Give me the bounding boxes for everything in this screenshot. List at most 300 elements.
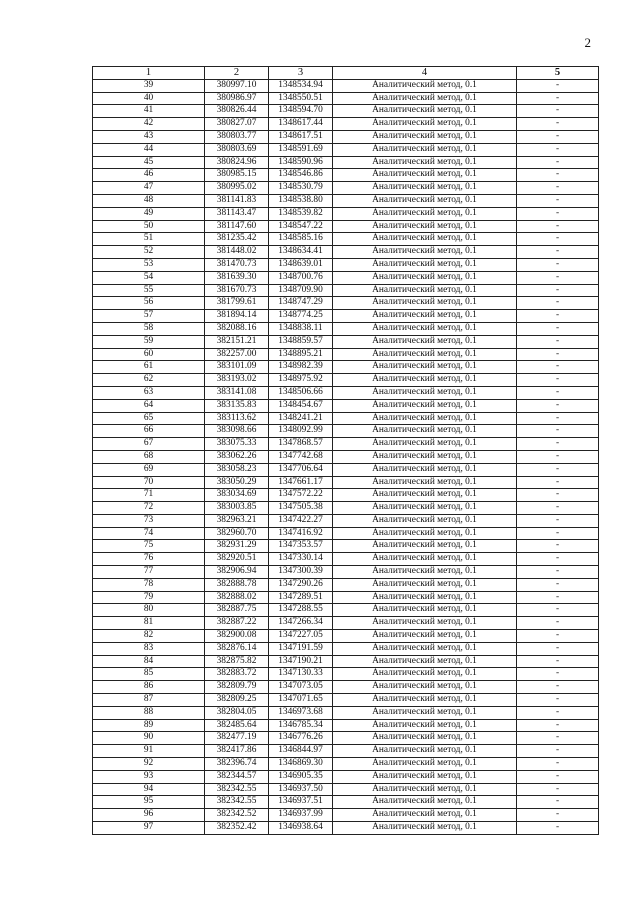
point-number-cell: 73: [93, 514, 205, 527]
x-coordinate-cell: 381470.73: [205, 258, 269, 271]
table-row: [93, 527, 599, 540]
note-cell: -: [517, 706, 599, 719]
table-row: [93, 745, 599, 758]
table-row: [93, 758, 599, 771]
table-row: [93, 655, 599, 668]
table-row: [93, 258, 599, 271]
x-coordinate-cell: 381894.14: [205, 310, 269, 323]
table-row: [93, 540, 599, 553]
page-number: 2: [584, 35, 591, 50]
note-cell: -: [517, 399, 599, 412]
y-coordinate-cell: 1348539.82: [269, 207, 333, 220]
note-cell: -: [517, 719, 599, 732]
point-number-cell: 63: [93, 386, 205, 399]
note-cell: -: [517, 822, 599, 835]
note-cell: -: [517, 335, 599, 348]
x-coordinate-cell: 381639.30: [205, 271, 269, 284]
y-coordinate-cell: 1346973.68: [269, 706, 333, 719]
point-number-cell: 85: [93, 668, 205, 681]
x-coordinate-cell: 380824.96: [205, 156, 269, 169]
method-cell: Аналитический метод, 0.1: [333, 642, 517, 655]
method-cell: Аналитический метод, 0.1: [333, 412, 517, 425]
x-coordinate-cell: 381799.61: [205, 297, 269, 310]
x-coordinate-cell: 382342.55: [205, 783, 269, 796]
x-coordinate-cell: 382342.55: [205, 796, 269, 809]
method-cell: Аналитический метод, 0.1: [333, 92, 517, 105]
y-coordinate-cell: 1348454.67: [269, 399, 333, 412]
note-cell: -: [517, 732, 599, 745]
y-coordinate-cell: 1347300.39: [269, 566, 333, 579]
point-number-cell: 81: [93, 617, 205, 630]
point-number-cell: 76: [93, 553, 205, 566]
table-row: [93, 233, 599, 246]
y-coordinate-cell: 1347288.55: [269, 604, 333, 617]
point-number-cell: 74: [93, 527, 205, 540]
point-number-cell: 58: [93, 322, 205, 335]
point-number-cell: 90: [93, 732, 205, 745]
point-number-cell: 91: [93, 745, 205, 758]
x-coordinate-cell: 382900.08: [205, 630, 269, 643]
method-cell: Аналитический метод, 0.1: [333, 796, 517, 809]
point-number-cell: 69: [93, 463, 205, 476]
x-coordinate-cell: 383062.26: [205, 450, 269, 463]
y-coordinate-cell: 1346844.97: [269, 745, 333, 758]
table-row: [93, 130, 599, 143]
y-coordinate-cell: 1348895.21: [269, 348, 333, 361]
point-number-cell: 66: [93, 425, 205, 438]
y-coordinate-cell: 1346938.64: [269, 822, 333, 835]
method-cell: Аналитический метод, 0.1: [333, 719, 517, 732]
table-row: [93, 118, 599, 131]
note-cell: -: [517, 809, 599, 822]
table-row: [93, 591, 599, 604]
x-coordinate-cell: 382485.64: [205, 719, 269, 732]
y-coordinate-cell: 1346776.26: [269, 732, 333, 745]
point-number-cell: 49: [93, 207, 205, 220]
y-coordinate-cell: 1348774.25: [269, 310, 333, 323]
point-number-cell: 54: [93, 271, 205, 284]
point-number-cell: 57: [93, 310, 205, 323]
x-coordinate-cell: 383058.23: [205, 463, 269, 476]
point-number-cell: 87: [93, 694, 205, 707]
method-cell: Аналитический метод, 0.1: [333, 374, 517, 387]
table-row: [93, 578, 599, 591]
note-cell: -: [517, 169, 599, 182]
method-cell: Аналитический метод, 0.1: [333, 105, 517, 118]
point-number-cell: 42: [93, 118, 205, 131]
x-coordinate-cell: 382888.02: [205, 591, 269, 604]
table-row: [93, 374, 599, 387]
column-header-5: 5: [517, 67, 599, 80]
x-coordinate-cell: 380803.69: [205, 143, 269, 156]
method-cell: Аналитический метод, 0.1: [333, 617, 517, 630]
x-coordinate-cell: 382920.51: [205, 553, 269, 566]
point-number-cell: 51: [93, 233, 205, 246]
method-cell: Аналитический метод, 0.1: [333, 604, 517, 617]
point-number-cell: 53: [93, 258, 205, 271]
note-cell: -: [517, 297, 599, 310]
point-number-cell: 44: [93, 143, 205, 156]
x-coordinate-cell: 382257.00: [205, 348, 269, 361]
method-cell: Аналитический метод, 0.1: [333, 476, 517, 489]
method-cell: Аналитический метод, 0.1: [333, 322, 517, 335]
method-cell: Аналитический метод, 0.1: [333, 130, 517, 143]
x-coordinate-cell: 383113.62: [205, 412, 269, 425]
y-coordinate-cell: 1348594.70: [269, 105, 333, 118]
note-cell: -: [517, 540, 599, 553]
table-row: [93, 732, 599, 745]
method-cell: Аналитический метод, 0.1: [333, 770, 517, 783]
point-number-cell: 48: [93, 194, 205, 207]
note-cell: -: [517, 412, 599, 425]
point-number-cell: 83: [93, 642, 205, 655]
y-coordinate-cell: 1348700.76: [269, 271, 333, 284]
note-cell: -: [517, 425, 599, 438]
method-cell: Аналитический метод, 0.1: [333, 566, 517, 579]
method-cell: Аналитический метод, 0.1: [333, 745, 517, 758]
note-cell: -: [517, 207, 599, 220]
method-cell: Аналитический метод, 0.1: [333, 79, 517, 92]
column-header-3: 3: [269, 67, 333, 80]
y-coordinate-cell: 1347422.27: [269, 514, 333, 527]
note-cell: -: [517, 642, 599, 655]
note-cell: -: [517, 630, 599, 643]
table-row: [93, 489, 599, 502]
column-header-2: 2: [205, 67, 269, 80]
y-coordinate-cell: 1347330.14: [269, 553, 333, 566]
point-number-cell: 77: [93, 566, 205, 579]
point-number-cell: 52: [93, 246, 205, 259]
y-coordinate-cell: 1348838.11: [269, 322, 333, 335]
note-cell: -: [517, 694, 599, 707]
point-number-cell: 67: [93, 438, 205, 451]
table-row: [93, 719, 599, 732]
table-row: [93, 310, 599, 323]
table-body: [93, 79, 599, 834]
table-row: [93, 220, 599, 233]
x-coordinate-cell: 381448.02: [205, 246, 269, 259]
note-cell: -: [517, 182, 599, 195]
table-row: [93, 642, 599, 655]
table-row: [93, 361, 599, 374]
note-cell: -: [517, 130, 599, 143]
note-cell: -: [517, 796, 599, 809]
method-cell: Аналитический метод, 0.1: [333, 809, 517, 822]
point-number-cell: 70: [93, 476, 205, 489]
x-coordinate-cell: 383075.33: [205, 438, 269, 451]
y-coordinate-cell: 1347130.33: [269, 668, 333, 681]
method-cell: Аналитический метод, 0.1: [333, 553, 517, 566]
table-row: [93, 412, 599, 425]
table-row: [93, 796, 599, 809]
method-cell: Аналитический метод, 0.1: [333, 540, 517, 553]
point-number-cell: 65: [93, 412, 205, 425]
y-coordinate-cell: 1347289.51: [269, 591, 333, 604]
note-cell: -: [517, 578, 599, 591]
table-row: [93, 604, 599, 617]
note-cell: -: [517, 258, 599, 271]
x-coordinate-cell: 381147.60: [205, 220, 269, 233]
note-cell: -: [517, 246, 599, 259]
note-cell: -: [517, 310, 599, 323]
y-coordinate-cell: 1348241.21: [269, 412, 333, 425]
note-cell: -: [517, 566, 599, 579]
y-coordinate-cell: 1348547.22: [269, 220, 333, 233]
table-row: [93, 194, 599, 207]
x-coordinate-cell: 382960.70: [205, 527, 269, 540]
point-number-cell: 59: [93, 335, 205, 348]
method-cell: Аналитический метод, 0.1: [333, 233, 517, 246]
note-cell: -: [517, 681, 599, 694]
y-coordinate-cell: 1348506.66: [269, 386, 333, 399]
note-cell: -: [517, 284, 599, 297]
method-cell: Аналитический метод, 0.1: [333, 681, 517, 694]
table-row: [93, 822, 599, 835]
note-cell: -: [517, 194, 599, 207]
x-coordinate-cell: 382477.19: [205, 732, 269, 745]
table-row: [93, 284, 599, 297]
table-row: [93, 92, 599, 105]
y-coordinate-cell: 1346937.99: [269, 809, 333, 822]
method-cell: Аналитический метод, 0.1: [333, 284, 517, 297]
y-coordinate-cell: 1346937.51: [269, 796, 333, 809]
note-cell: -: [517, 143, 599, 156]
y-coordinate-cell: 1348530.79: [269, 182, 333, 195]
x-coordinate-cell: 382088.16: [205, 322, 269, 335]
x-coordinate-cell: 383098.66: [205, 425, 269, 438]
y-coordinate-cell: 1348585.16: [269, 233, 333, 246]
y-coordinate-cell: 1346869.30: [269, 758, 333, 771]
x-coordinate-cell: 383050.29: [205, 476, 269, 489]
method-cell: Аналитический метод, 0.1: [333, 258, 517, 271]
point-number-cell: 45: [93, 156, 205, 169]
y-coordinate-cell: 1346785.34: [269, 719, 333, 732]
table-row: [93, 463, 599, 476]
x-coordinate-cell: 383141.08: [205, 386, 269, 399]
note-cell: -: [517, 361, 599, 374]
note-cell: -: [517, 118, 599, 131]
y-coordinate-cell: 1347572.22: [269, 489, 333, 502]
method-cell: Аналитический метод, 0.1: [333, 310, 517, 323]
y-coordinate-cell: 1348975.92: [269, 374, 333, 387]
y-coordinate-cell: 1347190.21: [269, 655, 333, 668]
note-cell: -: [517, 770, 599, 783]
point-number-cell: 50: [93, 220, 205, 233]
x-coordinate-cell: 382352.42: [205, 822, 269, 835]
method-cell: Аналитический метод, 0.1: [333, 182, 517, 195]
note-cell: -: [517, 386, 599, 399]
method-cell: Аналитический метод, 0.1: [333, 463, 517, 476]
method-cell: Аналитический метод, 0.1: [333, 732, 517, 745]
table-row: [93, 399, 599, 412]
table-row: [93, 348, 599, 361]
method-cell: Аналитический метод, 0.1: [333, 156, 517, 169]
y-coordinate-cell: 1348534.94: [269, 79, 333, 92]
note-cell: -: [517, 271, 599, 284]
x-coordinate-cell: 382887.75: [205, 604, 269, 617]
y-coordinate-cell: 1348092.99: [269, 425, 333, 438]
table-row: [93, 630, 599, 643]
method-cell: Аналитический метод, 0.1: [333, 783, 517, 796]
y-coordinate-cell: 1348634.41: [269, 246, 333, 259]
x-coordinate-cell: 381235.42: [205, 233, 269, 246]
x-coordinate-cell: 383003.85: [205, 502, 269, 515]
table-row: [93, 502, 599, 515]
point-number-cell: 40: [93, 92, 205, 105]
method-cell: Аналитический метод, 0.1: [333, 630, 517, 643]
method-cell: Аналитический метод, 0.1: [333, 297, 517, 310]
method-cell: Аналитический метод, 0.1: [333, 399, 517, 412]
x-coordinate-cell: 380826.44: [205, 105, 269, 118]
column-header-1: 1: [93, 67, 205, 80]
table-row: [93, 694, 599, 707]
y-coordinate-cell: 1348590.96: [269, 156, 333, 169]
y-coordinate-cell: 1347742.68: [269, 450, 333, 463]
table-row: [93, 438, 599, 451]
method-cell: Аналитический метод, 0.1: [333, 220, 517, 233]
point-number-cell: 64: [93, 399, 205, 412]
x-coordinate-cell: 382887.22: [205, 617, 269, 630]
y-coordinate-cell: 1348617.51: [269, 130, 333, 143]
note-cell: -: [517, 745, 599, 758]
x-coordinate-cell: 381141.83: [205, 194, 269, 207]
method-cell: Аналитический метод, 0.1: [333, 207, 517, 220]
x-coordinate-cell: 380827.07: [205, 118, 269, 131]
y-coordinate-cell: 1347661.17: [269, 476, 333, 489]
y-coordinate-cell: 1347706.64: [269, 463, 333, 476]
method-cell: Аналитический метод, 0.1: [333, 502, 517, 515]
point-number-cell: 95: [93, 796, 205, 809]
y-coordinate-cell: 1346905.35: [269, 770, 333, 783]
method-cell: Аналитический метод, 0.1: [333, 758, 517, 771]
note-cell: -: [517, 591, 599, 604]
point-number-cell: 72: [93, 502, 205, 515]
x-coordinate-cell: 383034.69: [205, 489, 269, 502]
table-row: [93, 809, 599, 822]
method-cell: Аналитический метод, 0.1: [333, 668, 517, 681]
note-cell: -: [517, 489, 599, 502]
y-coordinate-cell: 1348550.51: [269, 92, 333, 105]
method-cell: Аналитический метод, 0.1: [333, 348, 517, 361]
table-row: [93, 514, 599, 527]
method-cell: Аналитический метод, 0.1: [333, 694, 517, 707]
point-number-cell: 61: [93, 361, 205, 374]
column-header-4: 4: [333, 67, 517, 80]
table-row: [93, 617, 599, 630]
note-cell: -: [517, 374, 599, 387]
x-coordinate-cell: 382344.57: [205, 770, 269, 783]
table-row: [93, 668, 599, 681]
table-row: [93, 476, 599, 489]
table-row: [93, 297, 599, 310]
coordinates-table: [92, 66, 599, 835]
method-cell: Аналитический метод, 0.1: [333, 591, 517, 604]
point-number-cell: 79: [93, 591, 205, 604]
y-coordinate-cell: 1348982.39: [269, 361, 333, 374]
x-coordinate-cell: 382151.21: [205, 335, 269, 348]
point-number-cell: 62: [93, 374, 205, 387]
y-coordinate-cell: 1348591.69: [269, 143, 333, 156]
x-coordinate-cell: 382396.74: [205, 758, 269, 771]
y-coordinate-cell: 1347290.26: [269, 578, 333, 591]
note-cell: -: [517, 220, 599, 233]
note-cell: -: [517, 322, 599, 335]
y-coordinate-cell: 1347505.38: [269, 502, 333, 515]
x-coordinate-cell: 380986.97: [205, 92, 269, 105]
note-cell: -: [517, 553, 599, 566]
note-cell: -: [517, 156, 599, 169]
x-coordinate-cell: 383193.02: [205, 374, 269, 387]
x-coordinate-cell: 382417.86: [205, 745, 269, 758]
point-number-cell: 93: [93, 770, 205, 783]
method-cell: Аналитический метод, 0.1: [333, 143, 517, 156]
y-coordinate-cell: 1348546.86: [269, 169, 333, 182]
y-coordinate-cell: 1347868.57: [269, 438, 333, 451]
y-coordinate-cell: 1348747.29: [269, 297, 333, 310]
x-coordinate-cell: 382875.82: [205, 655, 269, 668]
point-number-cell: 86: [93, 681, 205, 694]
point-number-cell: 89: [93, 719, 205, 732]
point-number-cell: 80: [93, 604, 205, 617]
point-number-cell: 55: [93, 284, 205, 297]
method-cell: Аналитический метод, 0.1: [333, 438, 517, 451]
x-coordinate-cell: 382883.72: [205, 668, 269, 681]
table-row: [93, 143, 599, 156]
x-coordinate-cell: 380997.10: [205, 79, 269, 92]
table-header: [93, 67, 599, 80]
table-row: [93, 681, 599, 694]
method-cell: Аналитический метод, 0.1: [333, 118, 517, 131]
x-coordinate-cell: 380985.15: [205, 169, 269, 182]
y-coordinate-cell: 1347266.34: [269, 617, 333, 630]
point-number-cell: 60: [93, 348, 205, 361]
table-header-row: [93, 67, 599, 80]
method-cell: Аналитический метод, 0.1: [333, 361, 517, 374]
note-cell: -: [517, 450, 599, 463]
point-number-cell: 92: [93, 758, 205, 771]
x-coordinate-cell: 381143.47: [205, 207, 269, 220]
x-coordinate-cell: 382963.21: [205, 514, 269, 527]
table-row: [93, 207, 599, 220]
table-row: [93, 271, 599, 284]
note-cell: -: [517, 617, 599, 630]
table-row: [93, 425, 599, 438]
table-row: [93, 770, 599, 783]
method-cell: Аналитический метод, 0.1: [333, 489, 517, 502]
note-cell: -: [517, 655, 599, 668]
point-number-cell: 84: [93, 655, 205, 668]
point-number-cell: 68: [93, 450, 205, 463]
note-cell: -: [517, 758, 599, 771]
y-coordinate-cell: 1347353.57: [269, 540, 333, 553]
point-number-cell: 46: [93, 169, 205, 182]
x-coordinate-cell: 382809.79: [205, 681, 269, 694]
y-coordinate-cell: 1348639.01: [269, 258, 333, 271]
table-row: [93, 450, 599, 463]
point-number-cell: 94: [93, 783, 205, 796]
note-cell: -: [517, 92, 599, 105]
point-number-cell: 75: [93, 540, 205, 553]
method-cell: Аналитический метод, 0.1: [333, 527, 517, 540]
table-row: [93, 783, 599, 796]
method-cell: Аналитический метод, 0.1: [333, 450, 517, 463]
note-cell: -: [517, 514, 599, 527]
x-coordinate-cell: 380803.77: [205, 130, 269, 143]
note-cell: -: [517, 604, 599, 617]
x-coordinate-cell: 382809.25: [205, 694, 269, 707]
table-row: [93, 156, 599, 169]
point-number-cell: 96: [93, 809, 205, 822]
